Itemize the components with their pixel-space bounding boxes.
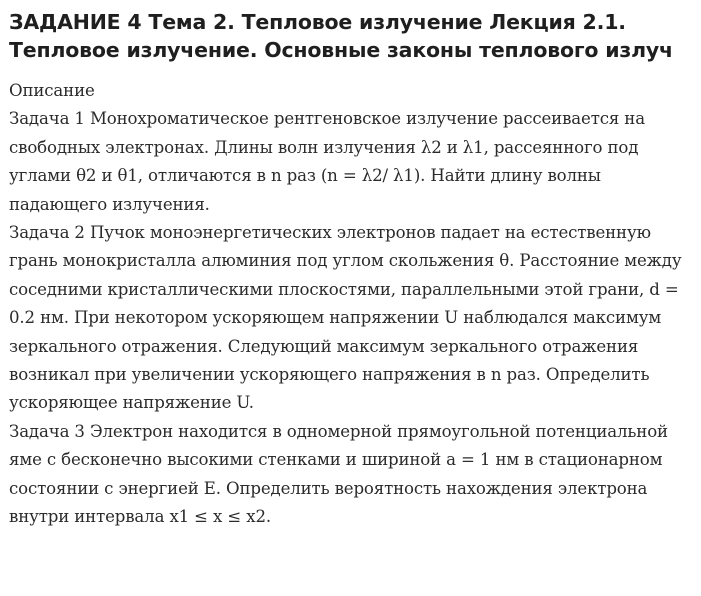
task-3-text: Задача 3 Электрон находится в одномерной прямоугольной потенциальной яме с бесконечно высокими стенками и шириной a = 1 нм в стационарном состоянии с энергией E. Определить вероятность нахождения электрона внутри интервала x1 ≤ x ≤ x2.: [9, 421, 668, 527]
description-label: Описание: [9, 81, 95, 100]
page-title: ЗАДАНИЕ 4 Тема 2. Тепловое излучение Лекция 2.1. Тепловое излучение. Основные законы теплового излуч: [9, 10, 673, 62]
description-section: [9, 77, 693, 532]
task-1-text: Задача 1 Монохроматическое рентгеновское излучение рассеивается на свободных электронах. Длины волн излучения λ2 и λ1, рассеянного под углами θ2 и θ1, отличаются в n раз (n = λ2/ λ1). Найти длину волны падающего излучения.: [9, 109, 645, 214]
document-page: [9, 8, 693, 532]
task-2-text: Задача 2 Пучок моноэнергетических электронов падает на естественную грань монокристалла алюминия под углом скольжения θ. Расстояние между соседними кристаллическими плоскостями, параллельными этой грани, d = 0.2 нм. При некотором ускоряющем напряжении U наблюдался максимум зеркального отражения. Следующий максимум зеркального отражения возникал при увеличении ускоряющего напряжения в n раз. Определить ускоряющее напряжение U.: [9, 223, 682, 413]
